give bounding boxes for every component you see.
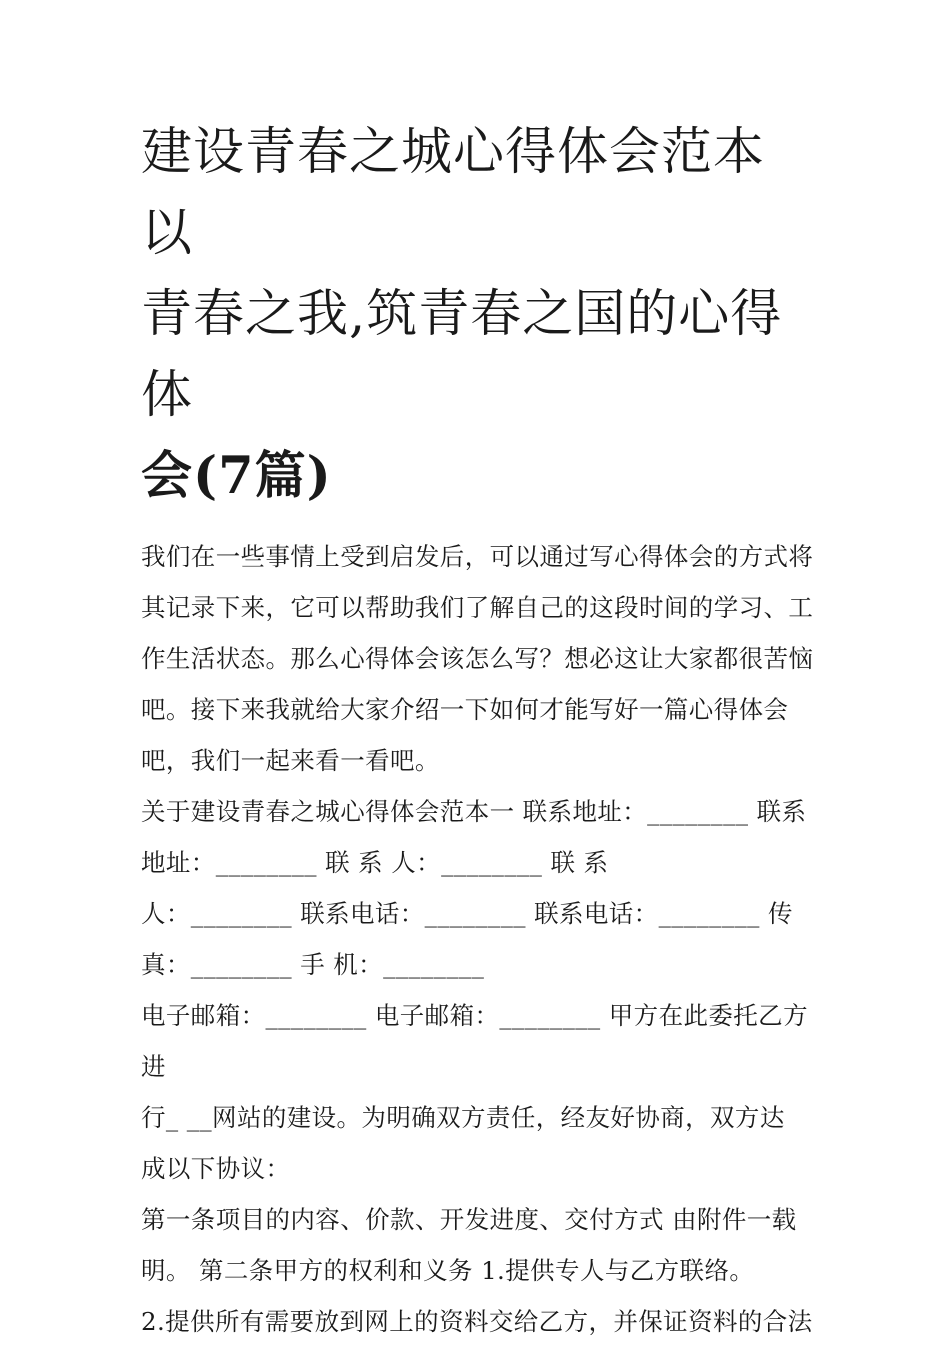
agreement-intro-paragraph: 电子邮箱：________ 电子邮箱：________ 甲方在此委托乙方进 行_ __网站的建设。为明确双方责任，经友好协商，双方达 成以下协议： (141, 1001, 808, 1183)
obligation-item-2: 2.提供所有需要放到网上的资料交给乙方，并保证资料的合法 (141, 1307, 813, 1336)
document-page (141, 112, 816, 1347)
title-line-2: 青春之我,筑青春之国的心得体 (141, 285, 783, 425)
intro-paragraph: 我们在一些事情上受到启发后，可以通过写心得体会的方式将 其记录下来，它可以帮助我们了解自己的这段时间的学习、工 作生活状态。那么心得体会该怎么写？想必这让大家都很苦恼 吧。接下来我就给大家介绍一下如何才能写好一篇心得体会 吧，我们一起来看一看吧。 (141, 542, 814, 775)
article-one-paragraph: 第一条项目的内容、价款、开发进度、交付方式 由附件一载 明。 第二条甲方的权利和义务 1.提供专人与乙方联络。 (141, 1205, 797, 1285)
title-line-3: 会(7篇) (141, 446, 332, 506)
title-line-1: 建设青春之城心得体会范本 以 (141, 123, 766, 263)
contact-info-paragraph: 关于建设青春之城心得体会范本一 联系地址：________ 联系 地址：________ 联 系 人：________ 联 系 人：________ 联系电话：________ 联系电话：________ 传 真：________ 手 机：________ (141, 797, 807, 979)
document-title (141, 112, 816, 517)
